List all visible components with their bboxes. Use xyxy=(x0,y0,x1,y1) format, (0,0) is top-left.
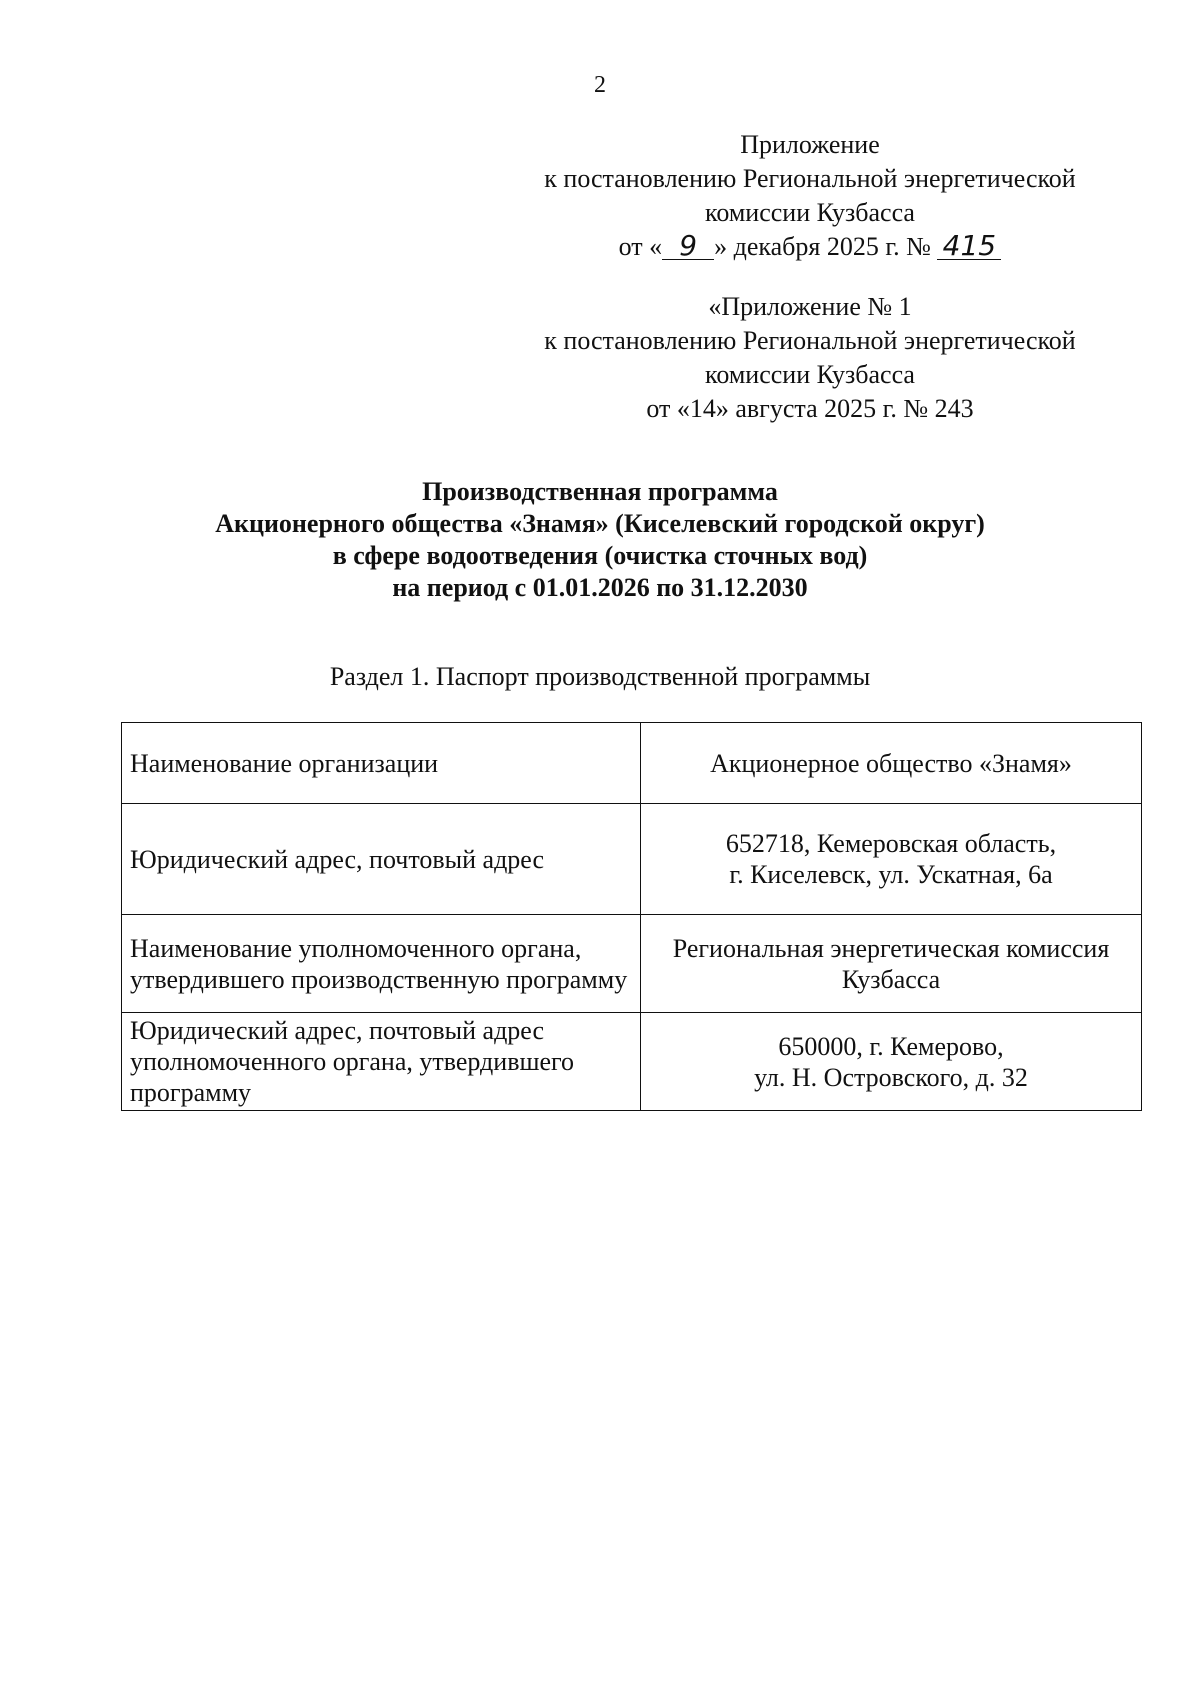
table-row xyxy=(122,804,1142,915)
row-value xyxy=(641,723,1142,804)
date-prefix: от « xyxy=(618,232,663,261)
appendix-date-line xyxy=(480,230,1140,264)
row-label: Наименование организации xyxy=(122,723,641,804)
row-value xyxy=(641,804,1142,915)
table-row xyxy=(122,915,1142,1013)
appendix-header-current xyxy=(480,128,1140,264)
previous-resolution-line: к постановлению Региональной энергетической xyxy=(544,326,1076,355)
row-value xyxy=(641,915,1142,1013)
value-line: 652718, Кемеровская область, xyxy=(725,829,1057,858)
table-row xyxy=(122,1013,1142,1111)
value-line: ул. Н. Островского, д. 32 xyxy=(754,1062,1028,1092)
previous-appendix-title: «Приложение № 1 xyxy=(708,292,912,321)
section-title: Раздел 1. Паспорт производственной программы xyxy=(329,662,871,691)
previous-commission-line: комиссии Кузбасса xyxy=(705,360,915,389)
passport-table xyxy=(121,722,1142,1111)
row-label: Юридический адрес, почтовый адрес уполномоченного органа, утвердившего программу xyxy=(122,1013,641,1111)
row-value xyxy=(641,1013,1142,1111)
page-number: 2 xyxy=(594,72,606,98)
appendix-title: Приложение xyxy=(740,130,880,159)
row-label: Наименование уполномоченного органа, утвердившего производственную программу xyxy=(122,915,641,1013)
value-line: Региональная энергетическая комиссия xyxy=(672,933,1110,963)
value-line: г. Киселевск, ул. Ускатная, 6а xyxy=(729,860,1053,889)
title-line-2: Акционерного общества «Знамя» (Киселевский городской округ) xyxy=(215,509,985,538)
handwritten-day: 9 xyxy=(662,233,714,260)
handwritten-number: 415 xyxy=(937,233,1001,260)
value-line: Акционерное общество «Знамя» xyxy=(710,748,1072,778)
value-line: 650000, г. Кемерово, xyxy=(778,1031,1004,1061)
appendix-header-previous xyxy=(480,290,1140,426)
title-line-4: на период с 01.01.2026 по 31.12.2030 xyxy=(392,573,808,602)
document-title xyxy=(0,476,1200,604)
previous-date-line: от «14» августа 2025 г. № 243 xyxy=(646,394,974,423)
value-line: Кузбасса xyxy=(841,964,941,994)
title-line-1: Производственная программа xyxy=(422,477,778,506)
date-middle: » декабря 2025 г. № xyxy=(714,232,931,261)
appendix-resolution-line: к постановлению Региональной энергетической xyxy=(544,164,1076,193)
row-label: Юридический адрес, почтовый адрес xyxy=(122,804,641,915)
appendix-commission-line: комиссии Кузбасса xyxy=(705,198,915,227)
title-line-3: в сфере водоотведения (очистка сточных вод) xyxy=(332,541,868,570)
table-row xyxy=(122,723,1142,804)
